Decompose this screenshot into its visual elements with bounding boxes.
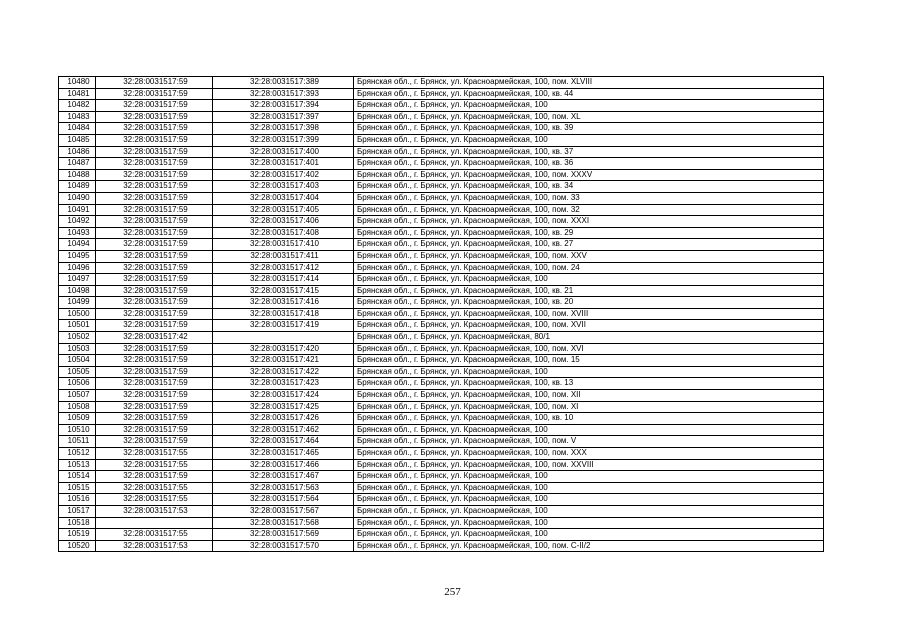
table-row [59,123,824,135]
table-row [59,471,824,483]
table-row [59,424,824,436]
table-row [59,262,824,274]
parent-cadastral-number-cell: 32:28:0031517:59 [96,239,213,251]
address-cell: Брянская обл., г. Брянск, ул. Красноармейская, 100 [354,274,824,286]
cadastral-number-cell: 32:28:0031517:399 [213,134,354,146]
parent-cadastral-number-cell: 32:28:0031517:59 [96,204,213,216]
address-cell: Брянская обл., г. Брянск, ул. Красноармейская, 100, кв. 13 [354,378,824,390]
table-row [59,378,824,390]
parent-cadastral-number-cell: 32:28:0031517:53 [96,505,213,517]
address-cell: Брянская обл., г. Брянск, ул. Красноармейская, 100, пом. С-II/2 [354,540,824,552]
address-cell: Брянская обл., г. Брянск, ул. Красноармейская, 100, кв. 36 [354,158,824,170]
cadastral-number-cell: 32:28:0031517:418 [213,308,354,320]
table-row [59,448,824,460]
parent-cadastral-number-cell: 32:28:0031517:42 [96,332,213,344]
cadastral-number-cell: 32:28:0031517:416 [213,297,354,309]
cadastral-number-cell: 32:28:0031517:398 [213,123,354,135]
table-row [59,355,824,367]
address-cell: Брянская обл., г. Брянск, ул. Красноармейская, 100 [354,494,824,506]
parent-cadastral-number-cell: 32:28:0031517:59 [96,343,213,355]
cadastral-number-cell: 32:28:0031517:415 [213,285,354,297]
row-number-cell: 10487 [59,158,96,170]
registry-table-wrapper [58,76,823,552]
address-cell: Брянская обл., г. Брянск, ул. Красноармейская, 100, кв. 34 [354,181,824,193]
cadastral-number-cell: 32:28:0031517:462 [213,424,354,436]
row-number-cell: 10501 [59,320,96,332]
table-row [59,401,824,413]
parent-cadastral-number-cell: 32:28:0031517:55 [96,494,213,506]
address-cell: Брянская обл., г. Брянск, ул. Красноармейская, 100, пом. XXX [354,448,824,460]
row-number-cell: 10518 [59,517,96,529]
table-row [59,320,824,332]
address-cell: Брянская обл., г. Брянск, ул. Красноармейская, 100, кв. 20 [354,297,824,309]
cadastral-number-cell: 32:28:0031517:393 [213,88,354,100]
row-number-cell: 10496 [59,262,96,274]
row-number-cell: 10513 [59,459,96,471]
parent-cadastral-number-cell: 32:28:0031517:59 [96,274,213,286]
cadastral-number-cell: 32:28:0031517:421 [213,355,354,367]
cadastral-number-cell: 32:28:0031517:401 [213,158,354,170]
row-number-cell: 10497 [59,274,96,286]
cadastral-number-cell: 32:28:0031517:408 [213,227,354,239]
table-row [59,459,824,471]
row-number-cell: 10493 [59,227,96,239]
table-row [59,227,824,239]
parent-cadastral-number-cell: 32:28:0031517:59 [96,355,213,367]
address-cell: Брянская обл., г. Брянск, ул. Красноармейская, 100 [354,505,824,517]
table-row [59,216,824,228]
table-row [59,517,824,529]
cadastral-number-cell: 32:28:0031517:567 [213,505,354,517]
cadastral-number-cell: 32:28:0031517:402 [213,169,354,181]
row-number-cell: 10505 [59,366,96,378]
address-cell: Брянская обл., г. Брянск, ул. Красноармейская, 100, кв. 21 [354,285,824,297]
cadastral-number-cell: 32:28:0031517:423 [213,378,354,390]
address-cell: Брянская обл., г. Брянск, ул. Красноармейская, 100, пом. XXXI [354,216,824,228]
parent-cadastral-number-cell: 32:28:0031517:59 [96,216,213,228]
cadastral-number-cell: 32:28:0031517:406 [213,216,354,228]
table-row [59,297,824,309]
row-number-cell: 10516 [59,494,96,506]
row-number-cell: 10504 [59,355,96,367]
table-row [59,332,824,344]
address-cell: Брянская обл., г. Брянск, ул. Красноармейская, 100, пом. XLVIII [354,77,824,89]
row-number-cell: 10488 [59,169,96,181]
parent-cadastral-number-cell: 32:28:0031517:59 [96,169,213,181]
address-cell: Брянская обл., г. Брянск, ул. Красноармейская, 80/1 [354,332,824,344]
row-number-cell: 10483 [59,111,96,123]
registry-table-body [59,77,824,552]
row-number-cell: 10507 [59,390,96,402]
address-cell: Брянская обл., г. Брянск, ул. Красноармейская, 100 [354,100,824,112]
cadastral-number-cell: 32:28:0031517:467 [213,471,354,483]
parent-cadastral-number-cell: 32:28:0031517:59 [96,378,213,390]
row-number-cell: 10491 [59,204,96,216]
address-cell: Брянская обл., г. Брянск, ул. Красноармейская, 100 [354,366,824,378]
cadastral-number-cell: 32:28:0031517:411 [213,250,354,262]
cadastral-number-cell: 32:28:0031517:563 [213,482,354,494]
cadastral-number-cell: 32:28:0031517:405 [213,204,354,216]
cadastral-number-cell: 32:28:0031517:464 [213,436,354,448]
address-cell: Брянская обл., г. Брянск, ул. Красноармейская, 100, пом. 15 [354,355,824,367]
parent-cadastral-number-cell: 32:28:0031517:59 [96,181,213,193]
address-cell: Брянская обл., г. Брянск, ул. Красноармейская, 100 [354,471,824,483]
table-row [59,134,824,146]
row-number-cell: 10492 [59,216,96,228]
cadastral-number-cell: 32:28:0031517:570 [213,540,354,552]
address-cell: Брянская обл., г. Брянск, ул. Красноармейская, 100 [354,529,824,541]
cadastral-number-cell: 32:28:0031517:426 [213,413,354,425]
address-cell: Брянская обл., г. Брянск, ул. Красноармейская, 100, пом. XXV [354,250,824,262]
cadastral-number-cell: 32:28:0031517:424 [213,390,354,402]
row-number-cell: 10485 [59,134,96,146]
row-number-cell: 10489 [59,181,96,193]
row-number-cell: 10495 [59,250,96,262]
table-row [59,250,824,262]
cadastral-number-cell: 32:28:0031517:389 [213,77,354,89]
row-number-cell: 10500 [59,308,96,320]
cadastral-number-cell: 32:28:0031517:422 [213,366,354,378]
cadastral-number-cell: 32:28:0031517:564 [213,494,354,506]
parent-cadastral-number-cell: 32:28:0031517:59 [96,100,213,112]
address-cell: Брянская обл., г. Брянск, ул. Красноармейская, 100, кв. 27 [354,239,824,251]
table-row [59,308,824,320]
table-row [59,540,824,552]
row-number-cell: 10484 [59,123,96,135]
cadastral-number-cell: 32:28:0031517:412 [213,262,354,274]
parent-cadastral-number-cell: 32:28:0031517:59 [96,77,213,89]
cadastral-number-cell: 32:28:0031517:394 [213,100,354,112]
table-row [59,505,824,517]
row-number-cell: 10510 [59,424,96,436]
parent-cadastral-number-cell: 32:28:0031517:59 [96,262,213,274]
row-number-cell: 10482 [59,100,96,112]
address-cell: Брянская обл., г. Брянск, ул. Красноармейская, 100, пом. XL [354,111,824,123]
parent-cadastral-number-cell: 32:28:0031517:59 [96,227,213,239]
row-number-cell: 10520 [59,540,96,552]
row-number-cell: 10503 [59,343,96,355]
parent-cadastral-number-cell: 32:28:0031517:55 [96,482,213,494]
row-number-cell: 10509 [59,413,96,425]
cadastral-number-cell [213,332,354,344]
table-row [59,158,824,170]
parent-cadastral-number-cell: 32:28:0031517:59 [96,471,213,483]
row-number-cell: 10499 [59,297,96,309]
address-cell: Брянская обл., г. Брянск, ул. Красноармейская, 100, пом. XVIII [354,308,824,320]
cadastral-number-cell: 32:28:0031517:466 [213,459,354,471]
row-number-cell: 10481 [59,88,96,100]
row-number-cell: 10512 [59,448,96,460]
parent-cadastral-number-cell [96,517,213,529]
parent-cadastral-number-cell: 32:28:0031517:55 [96,459,213,471]
address-cell: Брянская обл., г. Брянск, ул. Красноармейская, 100, пом. XVI [354,343,824,355]
row-number-cell: 10514 [59,471,96,483]
address-cell: Брянская обл., г. Брянск, ул. Красноармейская, 100 [354,134,824,146]
table-row [59,111,824,123]
parent-cadastral-number-cell: 32:28:0031517:59 [96,250,213,262]
address-cell: Брянская обл., г. Брянск, ул. Красноармейская, 100, пом. XXXV [354,169,824,181]
row-number-cell: 10519 [59,529,96,541]
table-row [59,482,824,494]
parent-cadastral-number-cell: 32:28:0031517:59 [96,111,213,123]
row-number-cell: 10498 [59,285,96,297]
parent-cadastral-number-cell: 32:28:0031517:59 [96,413,213,425]
parent-cadastral-number-cell: 32:28:0031517:59 [96,401,213,413]
row-number-cell: 10506 [59,378,96,390]
table-row [59,343,824,355]
row-number-cell: 10486 [59,146,96,158]
cadastral-number-cell: 32:28:0031517:397 [213,111,354,123]
address-cell: Брянская обл., г. Брянск, ул. Красноармейская, 100, пом. XVII [354,320,824,332]
table-row [59,192,824,204]
cadastral-number-cell: 32:28:0031517:404 [213,192,354,204]
cadastral-number-cell: 32:28:0031517:410 [213,239,354,251]
address-cell: Брянская обл., г. Брянск, ул. Красноармейская, 100, пом. XII [354,390,824,402]
cadastral-number-cell: 32:28:0031517:414 [213,274,354,286]
registry-table [58,76,824,552]
row-number-cell: 10502 [59,332,96,344]
address-cell: Брянская обл., г. Брянск, ул. Красноармейская, 100, кв. 37 [354,146,824,158]
parent-cadastral-number-cell: 32:28:0031517:59 [96,88,213,100]
cadastral-number-cell: 32:28:0031517:568 [213,517,354,529]
cadastral-number-cell: 32:28:0031517:465 [213,448,354,460]
table-row [59,529,824,541]
parent-cadastral-number-cell: 32:28:0031517:59 [96,134,213,146]
table-row [59,285,824,297]
cadastral-number-cell: 32:28:0031517:419 [213,320,354,332]
address-cell: Брянская обл., г. Брянск, ул. Красноармейская, 100, пом. 32 [354,204,824,216]
address-cell: Брянская обл., г. Брянск, ул. Красноармейская, 100, пом. 33 [354,192,824,204]
table-row [59,77,824,89]
table-row [59,239,824,251]
parent-cadastral-number-cell: 32:28:0031517:59 [96,390,213,402]
parent-cadastral-number-cell: 32:28:0031517:55 [96,448,213,460]
address-cell: Брянская обл., г. Брянск, ул. Красноармейская, 100, пом. XI [354,401,824,413]
row-number-cell: 10515 [59,482,96,494]
parent-cadastral-number-cell: 32:28:0031517:59 [96,158,213,170]
address-cell: Брянская обл., г. Брянск, ул. Красноармейская, 100, кв. 44 [354,88,824,100]
parent-cadastral-number-cell: 32:28:0031517:59 [96,123,213,135]
page-number: 257 [444,586,461,598]
parent-cadastral-number-cell: 32:28:0031517:59 [96,297,213,309]
table-row [59,100,824,112]
address-cell: Брянская обл., г. Брянск, ул. Красноармейская, 100, кв. 29 [354,227,824,239]
parent-cadastral-number-cell: 32:28:0031517:59 [96,146,213,158]
parent-cadastral-number-cell: 32:28:0031517:59 [96,308,213,320]
cadastral-number-cell: 32:28:0031517:400 [213,146,354,158]
table-row [59,366,824,378]
parent-cadastral-number-cell: 32:28:0031517:59 [96,424,213,436]
address-cell: Брянская обл., г. Брянск, ул. Красноармейская, 100 [354,517,824,529]
row-number-cell: 10480 [59,77,96,89]
cadastral-number-cell: 32:28:0031517:425 [213,401,354,413]
cadastral-number-cell: 32:28:0031517:569 [213,529,354,541]
address-cell: Брянская обл., г. Брянск, ул. Красноармейская, 100, пом. 24 [354,262,824,274]
row-number-cell: 10511 [59,436,96,448]
row-number-cell: 10517 [59,505,96,517]
table-row [59,204,824,216]
parent-cadastral-number-cell: 32:28:0031517:59 [96,192,213,204]
address-cell: Брянская обл., г. Брянск, ул. Красноармейская, 100, кв. 10 [354,413,824,425]
table-row [59,181,824,193]
cadastral-number-cell: 32:28:0031517:403 [213,181,354,193]
row-number-cell: 10508 [59,401,96,413]
address-cell: Брянская обл., г. Брянск, ул. Красноармейская, 100, пом. XXVIII [354,459,824,471]
address-cell: Брянская обл., г. Брянск, ул. Красноармейская, 100, пом. V [354,436,824,448]
table-row [59,274,824,286]
table-row [59,169,824,181]
table-row [59,436,824,448]
table-row [59,390,824,402]
parent-cadastral-number-cell: 32:28:0031517:59 [96,320,213,332]
table-row [59,413,824,425]
row-number-cell: 10494 [59,239,96,251]
parent-cadastral-number-cell: 32:28:0031517:53 [96,540,213,552]
address-cell: Брянская обл., г. Брянск, ул. Красноармейская, 100, кв. 39 [354,123,824,135]
parent-cadastral-number-cell: 32:28:0031517:59 [96,285,213,297]
parent-cadastral-number-cell: 32:28:0031517:55 [96,529,213,541]
address-cell: Брянская обл., г. Брянск, ул. Красноармейская, 100 [354,424,824,436]
cadastral-number-cell: 32:28:0031517:420 [213,343,354,355]
table-row [59,146,824,158]
table-row [59,88,824,100]
address-cell: Брянская обл., г. Брянск, ул. Красноармейская, 100 [354,482,824,494]
parent-cadastral-number-cell: 32:28:0031517:59 [96,366,213,378]
table-row [59,494,824,506]
parent-cadastral-number-cell: 32:28:0031517:59 [96,436,213,448]
row-number-cell: 10490 [59,192,96,204]
